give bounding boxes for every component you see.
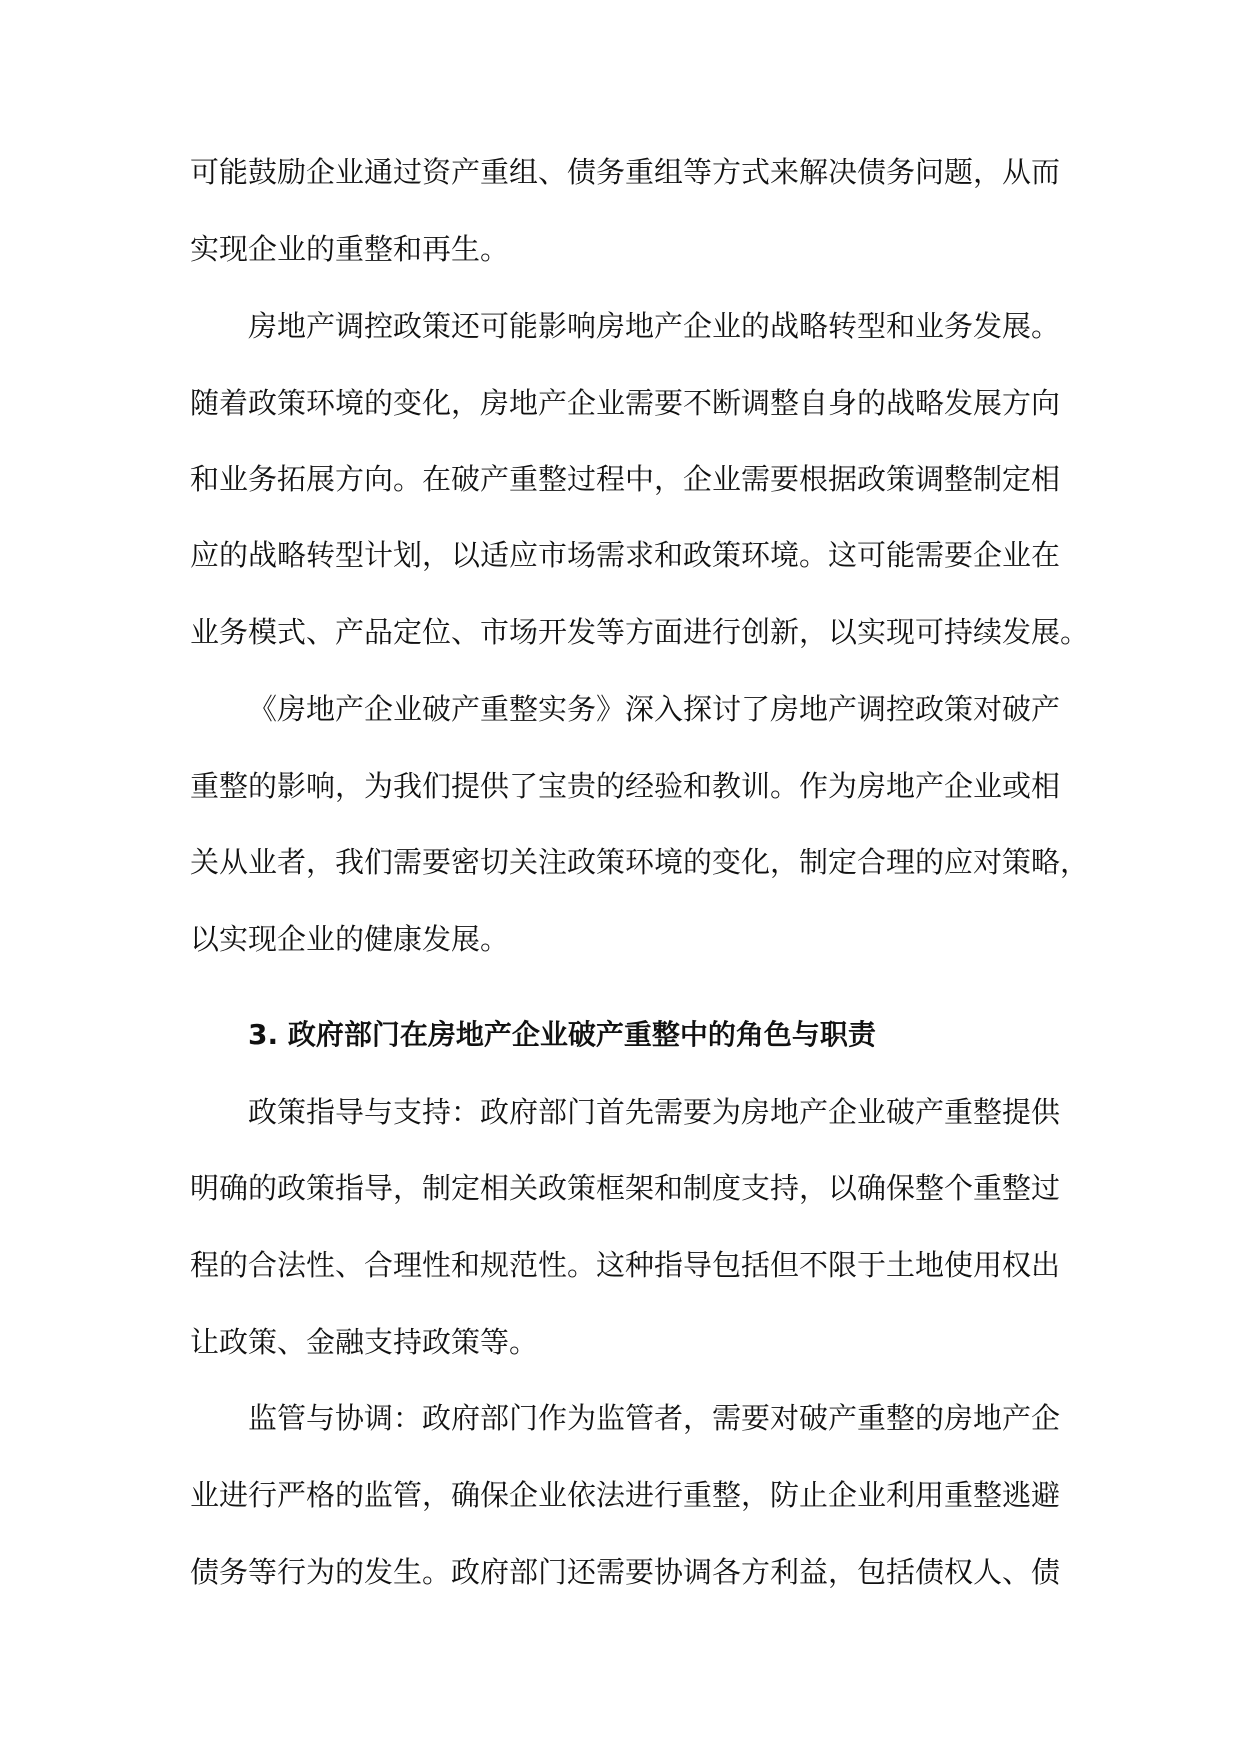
paragraph-2-line-3: 和业务拓展方向。在破产重整过程中，企业需要根据政策调整制定相 xyxy=(190,462,1061,496)
paragraph-3-line-4: 以实现企业的健康发展。 xyxy=(190,922,510,956)
paragraph-3-line-1: 《房地产企业破产重整实务》深入探讨了房地产调控政策对破产 xyxy=(248,692,1061,726)
paragraph-3-line-2: 重整的影响，为我们提供了宝贵的经验和教训。作为房地产企业或相 xyxy=(190,769,1061,803)
paragraph-2-line-4: 应的战略转型计划，以适应市场需求和政策环境。这可能需要企业在 xyxy=(190,538,1061,572)
paragraph-1-line-1: 可能鼓励企业通过资产重组、债务重组等方式来解决债务问题，从而 xyxy=(190,155,1061,189)
paragraph-2-line-5: 业务模式、产品定位、市场开发等方面进行创新，以实现可持续发展。 xyxy=(190,615,1090,649)
paragraph-2-line-1: 房地产调控政策还可能影响房地产企业的战略转型和业务发展。 xyxy=(248,309,1061,343)
paragraph-5-line-2: 业进行严格的监管，确保企业依法进行重整，防止企业利用重整逃避 xyxy=(190,1478,1061,1512)
paragraph-4-line-4: 让政策、金融支持政策等。 xyxy=(190,1325,539,1359)
paragraph-4-line-2: 明确的政策指导，制定相关政策框架和制度支持，以确保整个重整过 xyxy=(190,1171,1061,1205)
section-heading: 3. 政府部门在房地产企业破产重整中的角色与职责 xyxy=(248,1018,876,1051)
paragraph-3-line-3: 关从业者，我们需要密切关注政策环境的变化，制定合理的应对策略， xyxy=(190,845,1090,879)
paragraph-1-line-2: 实现企业的重整和再生。 xyxy=(190,232,510,266)
paragraph-5-line-1: 监管与协调：政府部门作为监管者，需要对破产重整的房地产企 xyxy=(248,1401,1061,1435)
paragraph-4-line-3: 程的合法性、合理性和规范性。这种指导包括但不限于土地使用权出 xyxy=(190,1248,1061,1282)
paragraph-5-line-3: 债务等行为的发生。政府部门还需要协调各方利益，包括债权人、债 xyxy=(190,1555,1061,1589)
paragraph-4-line-1: 政策指导与支持：政府部门首先需要为房地产企业破产重整提供 xyxy=(248,1095,1061,1129)
paragraph-2-line-2: 随着政策环境的变化，房地产企业需要不断调整自身的战略发展方向 xyxy=(190,386,1061,420)
